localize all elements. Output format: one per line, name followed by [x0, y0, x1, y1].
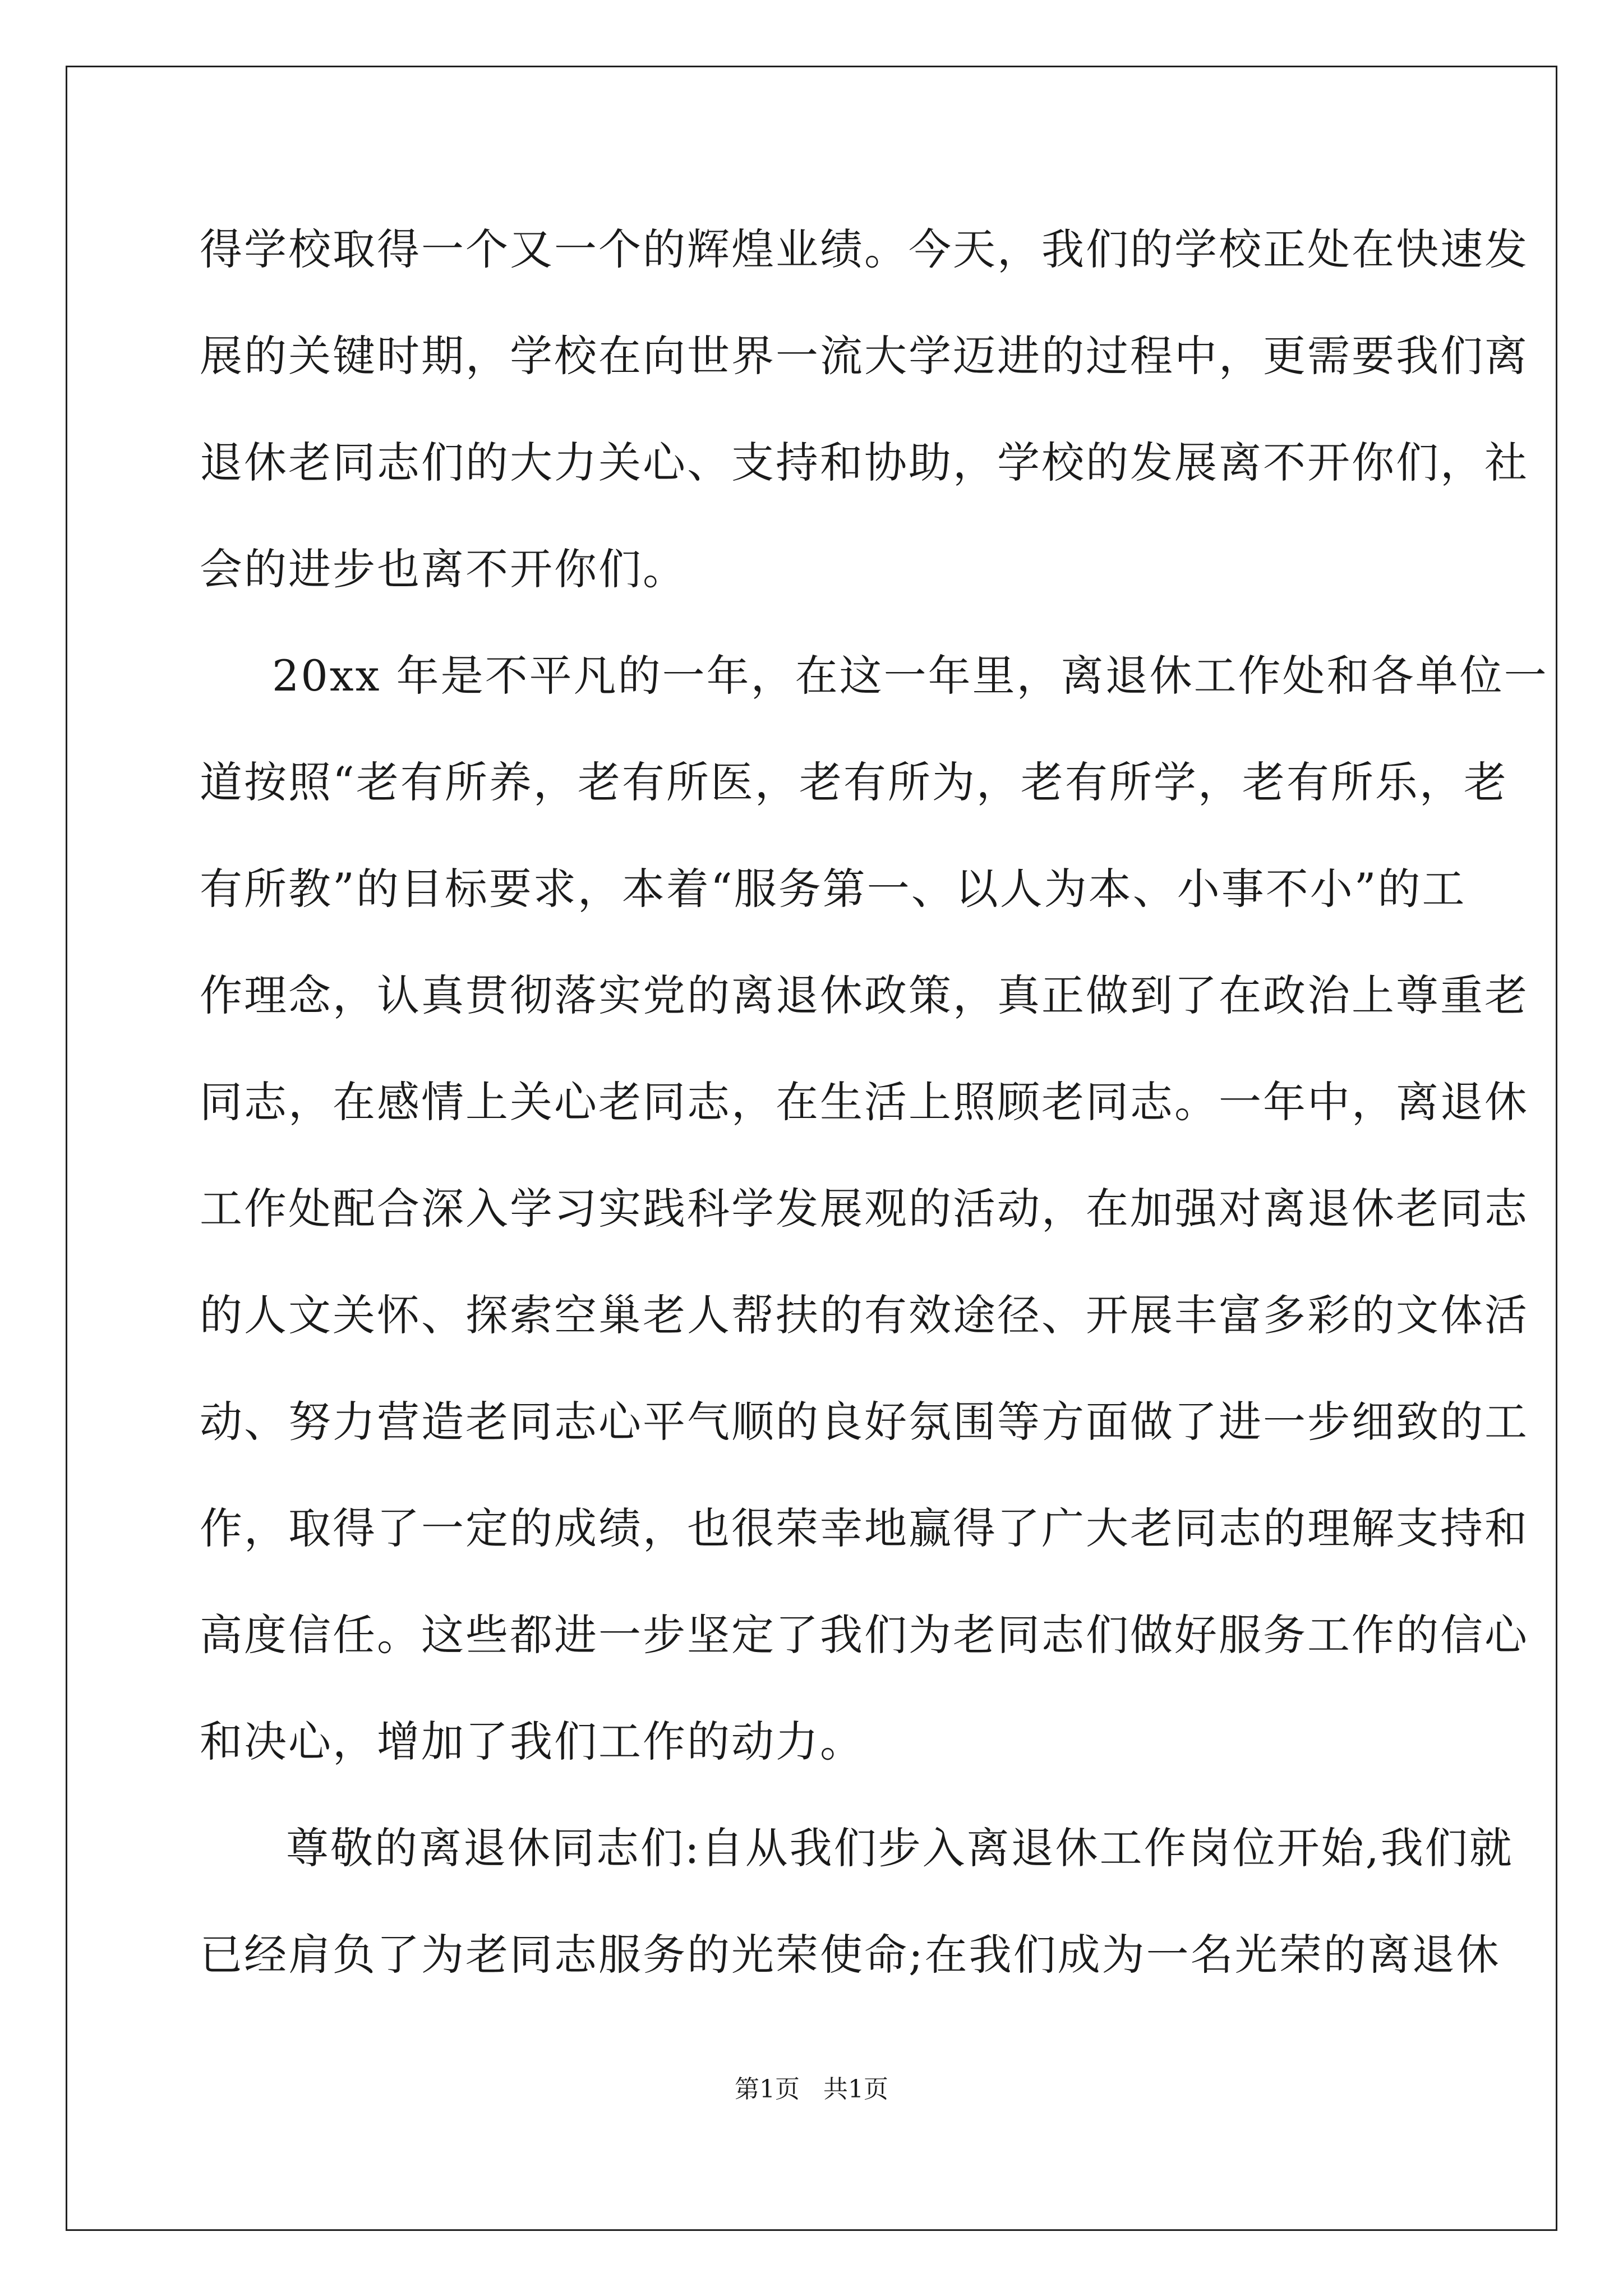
text-line: 尊敬的离退休同志们:自从我们步入离退休工作岗位开始,我们就	[286, 1823, 1514, 1873]
page-border	[66, 66, 1557, 2231]
text-line: 已经肩负了为老同志服务的光荣使命;在我们成为一名光荣的离退休	[200, 1930, 1501, 1980]
text-line: 工作处配合深入学习实践科学发展观的活动，在加强对离退休老同志	[200, 1184, 1529, 1234]
text-line: 高度信任。这些都进一步坚定了我们为老同志们做好服务工作的信心	[200, 1610, 1529, 1660]
text-line: 的人文关怀、探索空巢老人帮扶的有效途径、开展丰富多彩的文体活	[200, 1290, 1529, 1340]
text-line: 20xx 年是不平凡的一年，在这一年里，离退休工作处和各单位一	[272, 651, 1548, 701]
text-line: 展的关键时期，学校在向世界一流大学迈进的过程中，更需要我们离	[200, 331, 1529, 381]
text-line: 道按照“老有所养，老有所医，老有所为，老有所学，老有所乐，老	[200, 757, 1508, 807]
text-line: 退休老同志们的大力关心、支持和协助，学校的发展离不开你们，社	[200, 438, 1529, 487]
text-line: 作理念，认真贯彻落实党的离退休政策，真正做到了在政治上尊重老	[200, 970, 1529, 1020]
text-line: 作，取得了一定的成绩，也很荣幸地赢得了广大老同志的理解支持和	[200, 1503, 1529, 1553]
text-line: 会的进步也离不开你们。	[200, 544, 687, 594]
text-line: 有所教”的目标要求，本着“服务第一、以人为本、小事不小”的工	[200, 864, 1467, 914]
text-line: 和决心，增加了我们工作的动力。	[200, 1717, 864, 1766]
text-line: 同志，在感情上关心老同志，在生活上照顾老同志。一年中，离退休	[200, 1077, 1529, 1127]
page-number-footer: 第1页 共1页	[735, 2075, 888, 2104]
text-line: 得学校取得一个又一个的辉煌业绩。今天，我们的学校正处在快速发	[200, 224, 1529, 274]
text-line: 动、努力营造老同志心平气顺的良好氛围等方面做了进一步细致的工	[200, 1397, 1529, 1447]
